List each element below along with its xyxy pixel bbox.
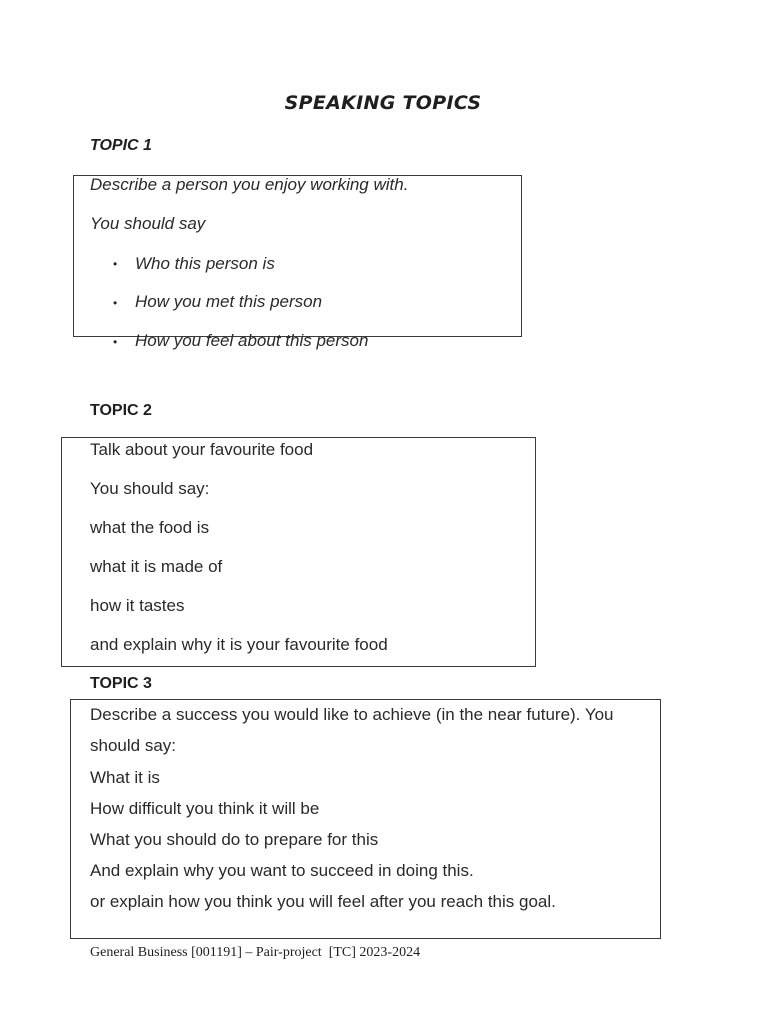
topic-3-line: or explain how you think you will feel after you reach this goal. <box>90 892 556 911</box>
topic-1-bullet: How you feel about this person <box>135 331 369 350</box>
topic-3-line: What you should do to prepare for this <box>90 830 379 849</box>
bullet-dot-icon: • <box>113 335 118 349</box>
topic-3-line: And explain why you want to succeed in doing this. <box>90 861 474 880</box>
topic-2-line: what it is made of <box>90 557 223 576</box>
topic-3-line: Describe a success you would like to achieve (in the near future). You <box>90 705 614 724</box>
bullet-dot-icon: • <box>113 296 118 310</box>
topic-1-bullet: Who this person is <box>135 254 275 273</box>
page-footer: General Business [001191] – Pair-project [TC] 2023-2024 <box>90 945 421 960</box>
topic-1-intro: You should say <box>90 214 206 233</box>
topic-1-prompt: Describe a person you enjoy working with. <box>90 175 409 194</box>
topic-2-line: how it tastes <box>90 596 185 615</box>
topic-3-line: should say: <box>90 736 176 755</box>
bullet-dot-icon: • <box>113 257 118 271</box>
topic-3-line: What it is <box>90 768 160 787</box>
page-title: SPEAKING TOPICS <box>284 92 482 114</box>
topic-2-heading: TOPIC 2 <box>90 402 152 419</box>
topic-1-heading: TOPIC 1 <box>90 137 152 154</box>
topic-2-box <box>61 437 536 667</box>
topic-1-bullet: How you met this person <box>135 292 323 311</box>
topic-2-line: and explain why it is your favourite food <box>90 635 388 654</box>
topic-3-heading: TOPIC 3 <box>90 675 152 692</box>
topic-2-line: Talk about your favourite food <box>90 440 314 459</box>
topic-2-line: You should say: <box>90 479 210 498</box>
topic-3-line: How difficult you think it will be <box>90 799 320 818</box>
topic-2-line: what the food is <box>90 518 210 537</box>
